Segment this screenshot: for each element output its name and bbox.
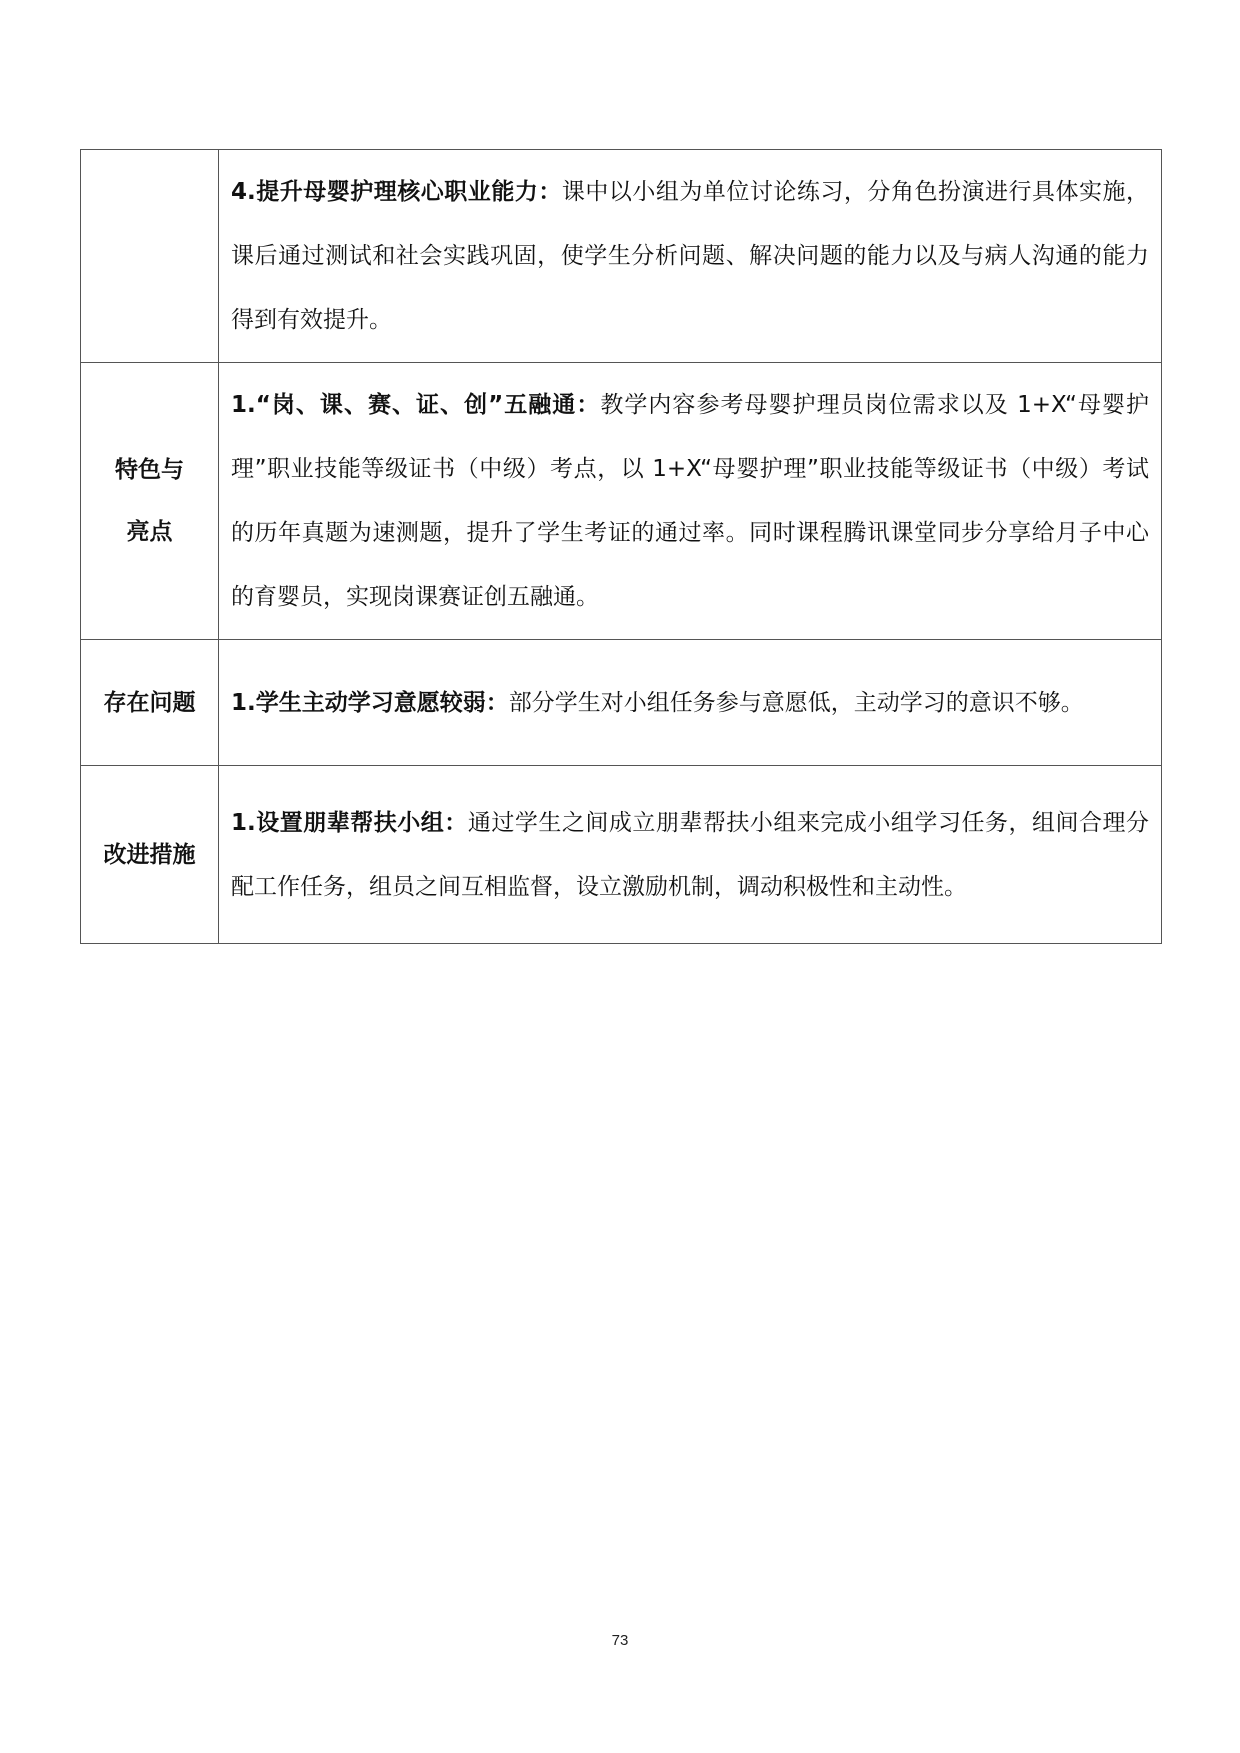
summary-table bbox=[80, 149, 1162, 944]
row-content bbox=[219, 766, 1162, 944]
item-body: 通过学生之间成立朋辈帮扶小组来完成小组学习任务，组间合理分配工作任务，组员之间互相监督，设立激励机制，调动积极性和主动性。 bbox=[231, 809, 1149, 900]
table-row bbox=[81, 150, 1162, 363]
row-content bbox=[219, 150, 1162, 363]
row-label-line: 特色与 bbox=[115, 457, 184, 483]
item-body: 部分学生对小组任务参与意愿低，主动学习的意识不够。 bbox=[508, 689, 1084, 716]
table-row bbox=[81, 766, 1162, 944]
item-heading: 1.“岗、课、赛、证、创”五融通： bbox=[231, 392, 601, 418]
row-label-line: 亮点 bbox=[126, 519, 173, 545]
row-content bbox=[219, 640, 1162, 766]
item-heading: 1.学生主动学习意愿较弱： bbox=[231, 689, 509, 716]
row-label-features bbox=[81, 363, 219, 640]
row-content bbox=[219, 363, 1162, 640]
item-heading: 1.设置朋辈帮扶小组： bbox=[231, 809, 468, 836]
table-row bbox=[81, 363, 1162, 640]
row-label-improvements: 改进措施 bbox=[81, 766, 219, 944]
page-number: 73 bbox=[611, 1632, 629, 1649]
row-label-problems: 存在问题 bbox=[81, 640, 219, 766]
item-heading: 4.提升母婴护理核心职业能力： bbox=[231, 179, 562, 205]
item-body: 课中以小组为单位讨论练习，分角色扮演进行具体实施，课后通过测试和社会实践巩固，使学生分析问题、解决问题的能力以及与病人沟通的能力得到有效提升。 bbox=[231, 179, 1150, 333]
table-row bbox=[81, 640, 1162, 766]
item-body: 教学内容参考母婴护理员岗位需求以及 1+X“母婴护理”职业技能等级证书（中级）考点，以 1+X“母婴护理”职业技能等级证书（中级）考试的历年真题为速测题，提升了学生考证的通过率。同时课程腾讯课堂同步分享给月子中心的育婴员，实现岗课赛证创五融通。 bbox=[231, 392, 1149, 610]
row-label-empty bbox=[81, 150, 219, 363]
